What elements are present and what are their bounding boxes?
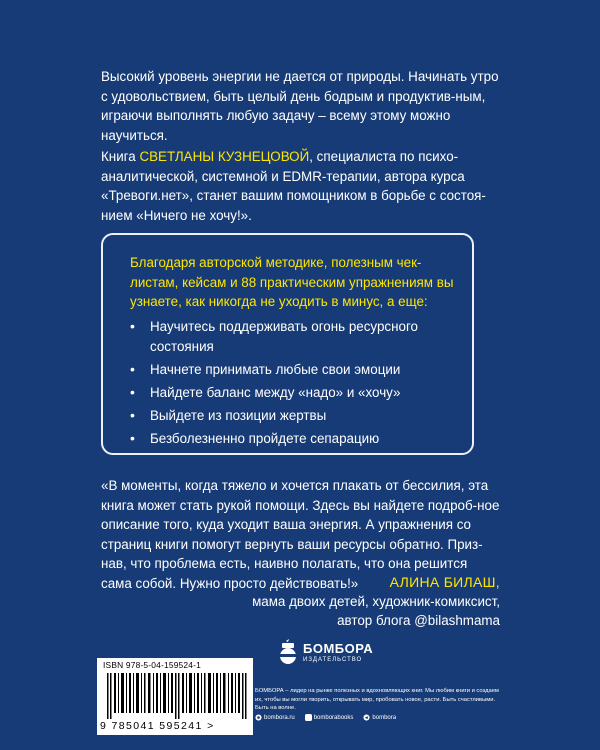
list-item: • Научитесь поддерживать огонь ресурсного состояния — [130, 318, 418, 354]
bombora-logo-icon — [277, 639, 299, 665]
publisher-subtitle: ИЗДАТЕЛЬСТВО — [303, 657, 363, 663]
publisher-logo — [277, 637, 507, 675]
testimonial-quote: «В моменты, когда тяжело и хочется плакать от бессилия, эта книга может стать рукой помощи. Здесь вы найдете подроб-ное описание того, куда уходит ваша энергия. А упражнения со страниц книги помогут вернуть ваши ресурсы обратно. Приз-нав, что проблема есть, наивно полагать, что она решится сама собой. Нужно просто действовать!» — [101, 478, 500, 591]
social-website[interactable]: bombora.ru — [255, 714, 295, 721]
barcode-digits: 9 785041 595241 > — [100, 720, 215, 732]
benefits-box — [101, 233, 474, 455]
testimonial-author: АЛИНА БИЛАШ, — [389, 574, 500, 590]
bullet-icon: • — [130, 383, 135, 400]
author-paragraph — [101, 147, 501, 225]
social-vk[interactable]: bomborabooks — [305, 714, 354, 721]
bullet-icon: • — [130, 406, 135, 423]
isbn-label: ISBN 978-5-04-159524-1 — [103, 660, 201, 670]
bullet-icon: • — [130, 429, 135, 446]
publisher-description: БОМБОРА – лидер на рынке полезных и вдохновляющих книг. Мы любим книги и создаем их, чтобы вы могли творить, открывать мир, пробовать новое, расти. Быть счастливыми. Быть на волне. — [255, 688, 499, 711]
vk-icon — [305, 714, 312, 721]
testimonial-author-role: мама двоих детей, художник-комиксист, — [252, 594, 500, 609]
bullet-icon: • — [130, 360, 135, 377]
benefits-list — [130, 317, 460, 452]
list-item: • Выйдете из позиции жертвы — [130, 406, 460, 426]
author-text-after: , специалиста по психо-аналитической, системной и EDMR-терапии, автора курса «Тревоги.нет», станет вашим помощником в борьбе с состоя-нием «Ничего не хочу!». — [101, 149, 486, 223]
barcode-bars-icon — [107, 673, 247, 719]
globe-icon — [255, 714, 262, 721]
author-text-before: Книга — [101, 149, 140, 164]
list-item: • Найдете баланс между «надо» и «хочу» — [130, 383, 460, 403]
barcode — [97, 658, 253, 735]
telegram-icon — [363, 714, 370, 721]
author-name: СВЕТЛАНЫ КУЗНЕЦОВОЙ — [139, 149, 310, 164]
testimonial-author-blog: автор блога @bilashmama — [337, 613, 500, 628]
testimonial-signature — [200, 573, 500, 630]
publisher-socials — [255, 714, 505, 721]
publisher-name: БОМБОРА — [303, 641, 374, 656]
list-item: • Начнете принимать любые свои эмоции — [130, 360, 460, 380]
bullet-icon: • — [130, 318, 135, 334]
social-telegram[interactable]: bombora — [363, 714, 396, 721]
list-item: • Безболезненно пройдете сепарацию — [130, 429, 460, 449]
intro-paragraph: Высокий уровень энергии не дается от природы. Начинать утро с удовольствием, быть целый день бодрым и продуктив-ным, играючи выполнять любую задачу – всему этому можно научиться. — [101, 69, 499, 143]
benefits-lead: Благодаря авторской методике, полезным чек-листам, кейсам и 88 практическим упражнениям вы узнаете, как никогда не уходить в минус, а еще: — [130, 255, 454, 309]
